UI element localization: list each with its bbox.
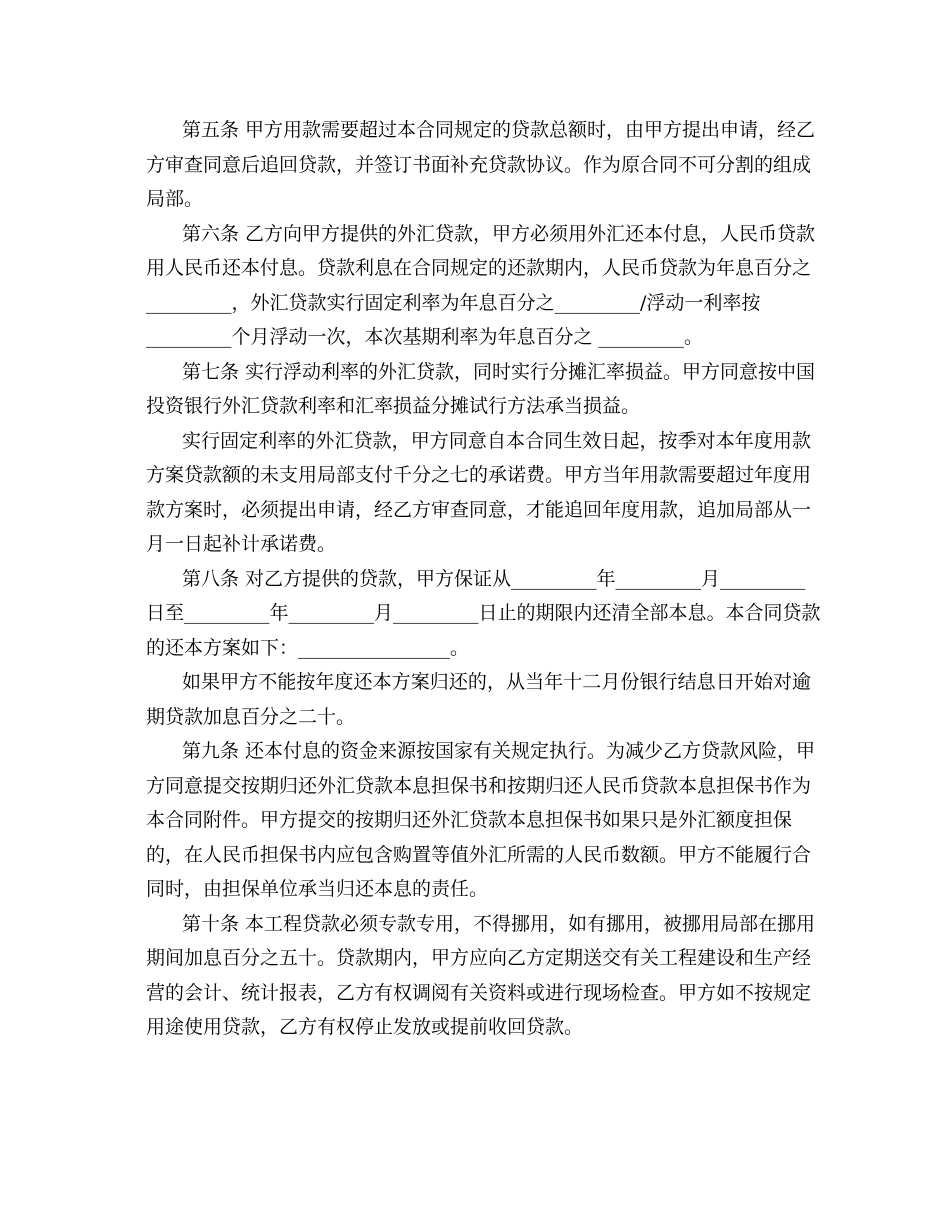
text-line: 第九条 还本付息的资金来源按国家有关规定执行。为减少乙方贷款风险，甲 — [182, 740, 816, 762]
text-line: _________，外汇贷款实行固定利率为年息百分之_________/浮动一利率按 — [146, 291, 761, 314]
text-line: 期贷款加息百分之二十。 — [146, 705, 356, 728]
text-line: 日至_________年_________月_________日止的期限内还清全部本息。本合同贷款 — [146, 602, 821, 624]
text-line: 用途使用贷款，乙方有权停止发放或提前收回贷款。 — [146, 1016, 584, 1038]
text-line: 如果甲方不能按年度还本方案归还的，从当年十二月份银行结息日开始对逾 — [182, 671, 811, 693]
text-line: 期间加息百分之五十。贷款期内，甲方应向乙方定期送交有关工程建设和生产经 — [146, 947, 812, 969]
text-line: 月一日起补计承诺费。 — [146, 533, 337, 555]
text-line: 本合同附件。甲方提交的按期归还外汇贷款本息担保书如果只是外汇额度担保 — [146, 809, 793, 831]
text-line: 款方案时，必须提出申请，经乙方审查同意，才能追回年度用款，追加局部从一 — [146, 498, 812, 521]
text-line: 的，在人民币担保书内应包含购置等值外汇所需的人民币数额。甲方不能履行合 — [146, 843, 812, 866]
text-line: 第十条 本工程贷款必须专款专用，不得挪用，如有挪用，被挪用局部在挪用 — [182, 912, 816, 935]
text-line: 局部。 — [146, 188, 204, 210]
text-line: 同时，由担保单位承当归还本息的责任。 — [146, 878, 489, 900]
text-line: 方审查同意后追回贷款，并签订书面补充贷款协议。作为原合同不可分割的组成 — [146, 153, 812, 176]
text-line: 实行固定利率的外汇贷款，甲方同意自本合同生效日起，按季对本年度用款 — [182, 429, 811, 452]
text-line: 投资银行外汇贷款利率和汇率损益分摊试行方法承当损益。 — [146, 395, 641, 417]
text-line: 方案贷款额的未支用局部支付千分之七的承诺费。甲方当年用款需要超过年度用 — [146, 464, 812, 486]
text-line: 营的会计、统计报表，乙方有权调阅有关资料或进行现场检查。甲方如不按规定 — [146, 981, 812, 1004]
text-line: 第六条 乙方向甲方提供的外汇贷款，甲方必须用外汇还本付息，人民币贷款 — [182, 222, 816, 245]
text-line: 第八条 对乙方提供的贷款，甲方保证从_________年_________月_________ — [182, 567, 806, 590]
text-line: 第五条 甲方用款需要超过本合同规定的贷款总额时，由甲方提出申请，经乙 — [182, 119, 816, 141]
text-line: 用人民币还本付息。贷款利息在合同规定的还款期内，人民币贷款为年息百分之 — [146, 257, 812, 279]
text-line: 第七条 实行浮动利率的外汇贷款，同时实行分摊汇率损益。甲方同意按中国 — [182, 360, 816, 383]
text-line: _________个月浮动一次，本次基期利率为年息百分之 _________。 — [146, 326, 704, 348]
contract-body — [146, 113, 821, 1045]
text-line: 的还本方案如下：________________。 — [146, 636, 470, 659]
text-line: 方同意提交按期归还外汇贷款本息担保书和按期归还人民币贷款本息担保书作为 — [146, 774, 812, 797]
